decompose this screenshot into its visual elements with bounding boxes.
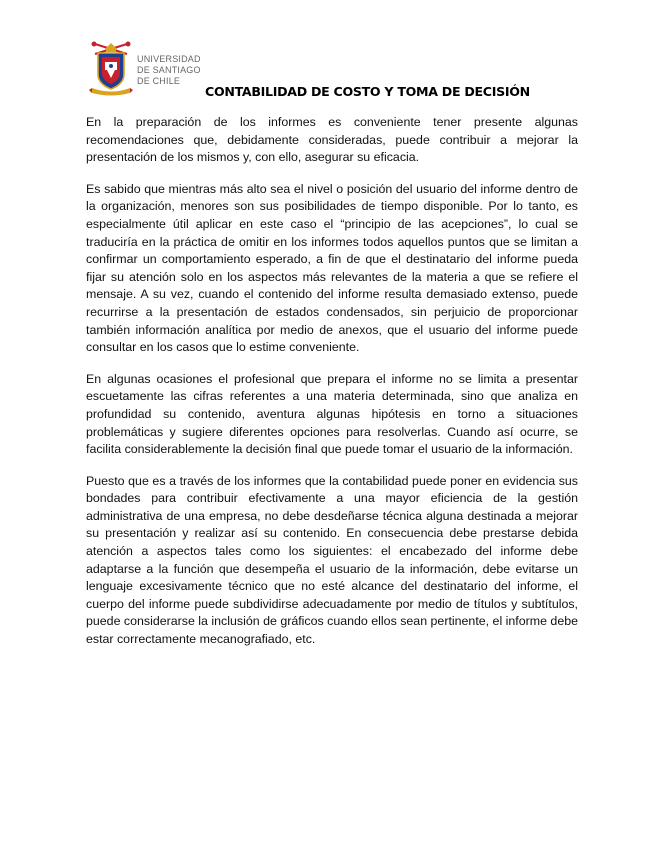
document-title: CONTABILIDAD DE COSTO Y TOMA DE DECISIÓN [205,84,530,99]
university-crest-icon [89,40,135,96]
logo-line-3: DE CHILE [137,76,181,86]
paragraph-4: Puesto que es a través de los informes que la contabilidad puede poner en evidencia sus bondades para contribuir efectivamente a una mayor eficiencia de la gestión administrativa de una empresa, no debe desdeñarse técnica alguna destinada a mejorar su presentación y realizar así su contenido. En consecuencia debe prestarse debida atención a aspectos tales como los siguientes: el encabezado del informe debe adaptarse a la función que desempeña el usuario de la información, debe evitarse un lenguaje excesivamente técnico que no esté alcance del destinatario del informe, el cuerpo del informe puede subdividirse adecuadamente por medio de títulos y subtítulos, puede considerarse la inclusión de gráficos cuando ellos sean pertinente, el informe debe estar correctamente mecanografiado, etc. [86,473,578,647]
document-body [86,114,578,663]
paragraph-2: Es sabido que mientras más alto sea el nivel o posición del usuario del informe dentro de la organización, menores son sus posibilidades de tiempo disponible. Por lo tanto, es especialmente útil aplicar en este caso el “principio de las acepciones”, lo cual se traduciría en la práctica de omitir en los informes todos aquellos puntos que se limitan a confirmar un comportamiento esperado, a fin de que el destinatario del informe pueda fijar su atención solo en los aspectos más relevantes de la materia a que se refiere el mensaje. A su vez, cuando el contenido del informe resulta demasiado extenso, puede recurrirse a la presentación de estados condensados, sin perjuicio de proporcionar también información analítica por medio de anexos, que el usuario del informe puede consultar en los casos que lo estime conveniente. [86,181,578,355]
university-name [137,54,201,87]
paragraph-3: En algunas ocasiones el profesional que prepara el informe no se limita a presentar escuetamente las cifras referentes a una materia determinada, sino que analiza en profundidad su contenido, aventura algunas hipótesis en torno a situaciones problemáticas y sugiere diferentes opciones para resolverlas. Cuando así ocurre, se facilita considerablemente la decisión final que puede tomar el usuario de la información. [86,371,578,457]
paragraph-1: En la preparación de los informes es conveniente tener presente algunas recomendaciones que, debidamente consideradas, puede contribuir a mejorar la presentación de los mismos y, con ello, asegurar su eficacia. [86,115,578,165]
logo-line-1: UNIVERSIDAD [137,54,201,64]
logo-line-2: DE SANTIAGO [137,65,201,75]
university-logo [89,40,209,96]
